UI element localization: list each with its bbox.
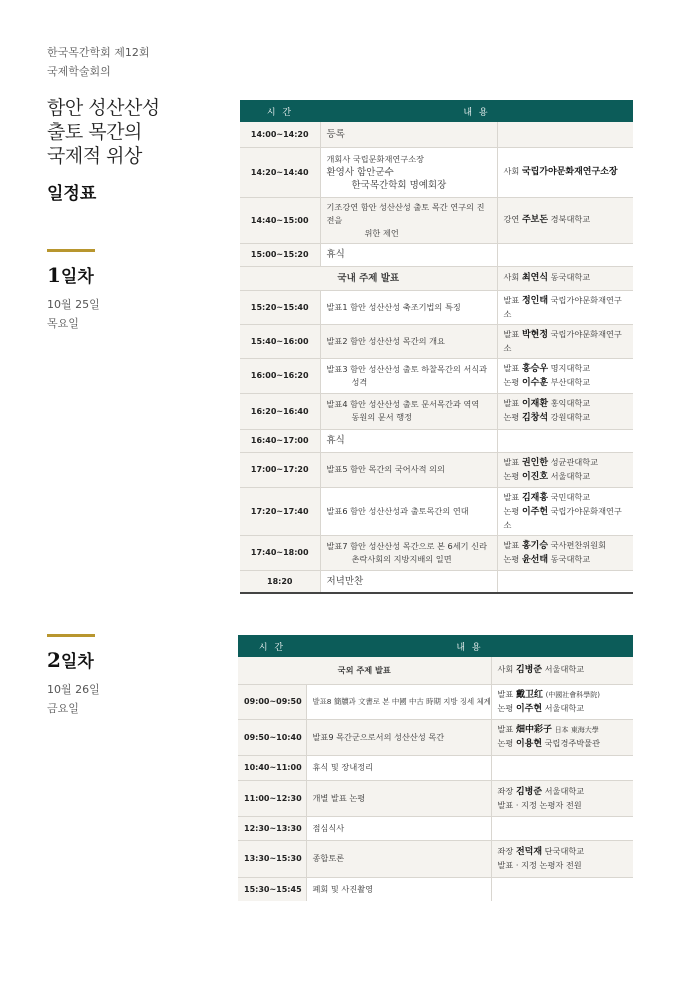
conference-title	[47, 96, 160, 168]
day1-number: 1일차	[47, 263, 94, 287]
table-row: 18:20 저녁만찬	[240, 570, 633, 593]
table-row: 17:20~17:40 발표6 함안 성산산성과 출토목간의 연대 발표 김재홍 국민대학교 논평 이주헌 국립가야문화재연구소	[240, 487, 633, 535]
table-row: 13:30~15:30 종합토론 좌장 전덕재 단국대학교 발표 · 지정 논평자 전원	[238, 840, 633, 877]
table-row: 11:00~12:30 개별 발표 논평 좌장 김병준 서울대학교 발표 · 지정 논평자 전원	[238, 780, 633, 816]
day1-accent-bar	[47, 249, 95, 252]
table-row: 10:40~11:00 휴식 및 장내정리	[238, 755, 633, 780]
day1-date: 10월 25일 목요일	[47, 298, 100, 330]
table-row: 14:20~14:40 개회사 국립문화재연구소장 환영사 함안군수 한국목간학회 명예회장 사회 국립가야문화재연구소장	[240, 147, 633, 197]
day2-accent-bar	[47, 634, 95, 637]
table-row: 14:40~15:00 기조강연 함안 성산산성 출토 목간 연구의 진전을 위한 제언 강연 주보돈 경북대학교	[240, 197, 633, 243]
title-line1: 함안 성산산성	[47, 97, 160, 119]
table-header	[238, 635, 633, 657]
day2-label	[47, 634, 100, 718]
col-content: 내 용	[320, 100, 633, 122]
table-row: 17:00~17:20 발표5 함안 목간의 국어사적 의의 발표 권인한 성균관대학교 논평 이진호 서울대학교	[240, 452, 633, 487]
table-section-row: 국외 주제 발표 사회 김병준 서울대학교	[238, 657, 633, 684]
table-row: 16:40~17:00 휴식	[240, 429, 633, 452]
table-row: 15:20~15:40 발표1 함안 성산산성 축조기법의 특징 발표 정인태 국립가야문화재연구소	[240, 290, 633, 324]
table-row: 16:20~16:40 발표4 함안 성산산성 출토 문서목간과 역역 동원의 문서 행정 발표 이재환 홍익대학교 논평 김창석 강원대학교	[240, 393, 633, 429]
organizer-line2: 국제학술회의	[47, 65, 111, 78]
table-row: 09:50~10:40 발표9 목간군으로서의 성산산성 목간 발표 畑中彩子 日本 東海大學 논평 이용현 국립경주박물관	[238, 719, 633, 755]
day2-date: 10월 26일 금요일	[47, 683, 100, 715]
day2-schedule-table	[238, 635, 633, 901]
col-time: 시 간	[238, 635, 306, 657]
table-row: 16:00~16:20 발표3 함안 성산산성 출토 하찰목간의 서식과 성격 발표 홍승우 명지대학교 논평 이수훈 부산대학교	[240, 358, 633, 393]
table-section-row: 국내 주제 발표 사회 최연식 동국대학교	[240, 266, 633, 290]
title-line3: 국제적 위상	[47, 145, 142, 167]
schedule-label: 일정표	[47, 184, 97, 204]
organizer	[47, 43, 150, 81]
day2-number: 2일차	[47, 648, 94, 672]
table-row: 12:30~13:30 점심식사	[238, 816, 633, 840]
table-row: 09:00~09:50 발표8 簡牘과 文書로 본 中國 中古 時期 지방 징세 체계 발표 戴卫红 (中國社會科學院) 논평 이주현 서울대학교	[238, 684, 633, 719]
title-line2: 출토 목간의	[47, 121, 142, 143]
table-header	[240, 100, 633, 122]
day1-schedule-table	[240, 100, 633, 594]
table-row: 17:40~18:00 발표7 함안 성산산성 목간으로 본 6세기 신라 촌락사회의 지방지배의 일면 발표 홍기승 국사편찬위원회 논평 윤선태 동국대학교	[240, 535, 633, 570]
day1-label	[47, 249, 100, 333]
table-row: 15:40~16:00 발표2 함안 성산산성 목간의 개요 발표 박현정 국립가야문화재연구소	[240, 324, 633, 358]
table-row: 14:00~14:20 등록	[240, 122, 633, 147]
table-row: 15:00~15:20 휴식	[240, 243, 633, 266]
table-row: 15:30~15:45 폐회 및 사진촬영	[238, 877, 633, 901]
organizer-line1: 한국목간학회 제12회	[47, 46, 150, 59]
col-content: 내 용	[306, 635, 633, 657]
col-time: 시 간	[240, 100, 320, 122]
